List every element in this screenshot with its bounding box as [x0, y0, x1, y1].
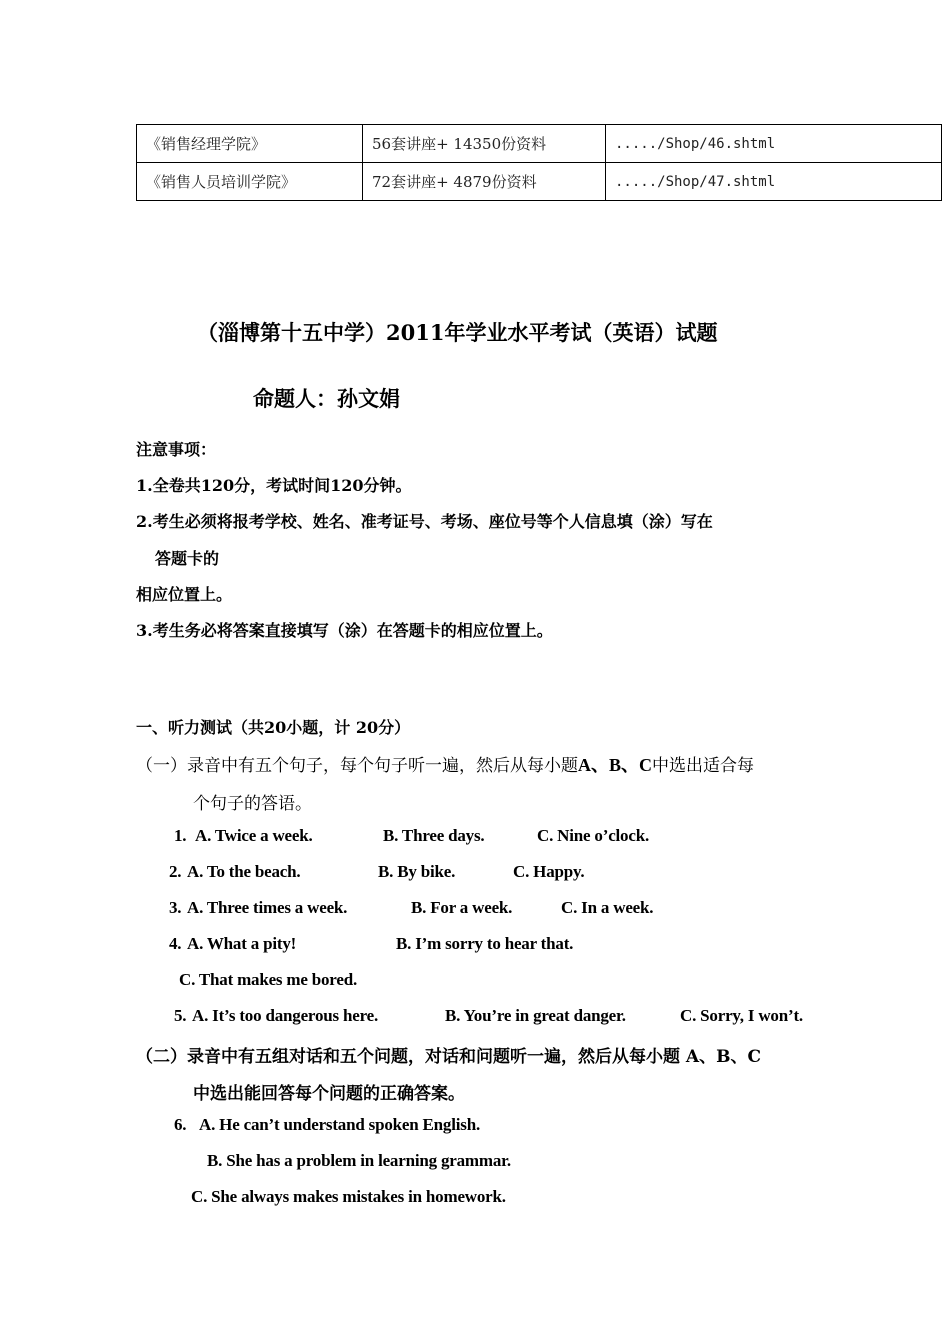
part1-instruction: [136, 751, 754, 777]
exam-title: （淄博第十五中学）2011年学业水平考试（英语）试题: [197, 320, 718, 345]
option-b: B. You’re in great danger.: [445, 1006, 626, 1025]
course-link-cell[interactable]: ...../Shop/47.shtml: [606, 163, 942, 201]
part2-instruction-line2: 中选出能回答每个问题的正确答案。: [193, 1084, 465, 1104]
note-item: 2.考生必须将报考学校、姓名、准考证号、考场、座位号等个人信息填（涂）写在: [136, 512, 713, 531]
note-item: 答题卡的: [155, 549, 220, 568]
question-number: 6.: [174, 1115, 187, 1134]
option-a: A. Twice a week.: [195, 826, 313, 845]
notes-heading: 注意事项：: [136, 440, 217, 459]
section-heading: 一、听力测试（共20小题，计 20分）: [136, 718, 411, 737]
part1-instruction-text: （一）录音中有五个句子，每个句子听一遍，然后从每小题: [136, 756, 578, 776]
part1-instruction-letters: A、B、C: [578, 755, 653, 775]
note-item: 1.全卷共120分，考试时间120分钟。: [136, 476, 412, 495]
exam-author: 命题人：孙文娟: [253, 386, 400, 411]
option-a: A. What a pity!: [187, 934, 297, 953]
option-c: C. Happy.: [513, 862, 585, 881]
option-c: C. Sorry, I won’t.: [680, 1006, 803, 1025]
option-a: A. He can’t understand spoken English.: [199, 1115, 480, 1134]
option-c: C. In a week.: [561, 898, 654, 917]
course-name-cell: 《销售人员培训学院》: [137, 163, 363, 201]
question-number: 5.: [174, 1006, 187, 1025]
course-link-cell[interactable]: ...../Shop/46.shtml: [606, 125, 942, 163]
option-a: A. It’s too dangerous here.: [192, 1006, 379, 1025]
question-number: 4.: [169, 934, 182, 953]
note-item: 相应位置上。: [136, 585, 233, 604]
question-number: 3.: [169, 898, 182, 917]
table-row: [137, 163, 942, 201]
option-b: B. I’m sorry to hear that.: [396, 934, 574, 953]
table-row: [137, 125, 942, 163]
part1-instruction-text-end: 中选出适合每: [652, 756, 755, 776]
note-item: 3.考生务必将答案直接填写（涂）在答题卡的相应位置上。: [136, 621, 553, 640]
course-name-cell: 《销售经理学院》: [137, 125, 363, 163]
option-b: B. By bike.: [378, 862, 456, 881]
question-number: 1.: [174, 826, 187, 845]
catalog-table: [136, 124, 942, 201]
course-content-cell: 72套讲座+ 4879份资料: [363, 163, 606, 201]
part1-instruction-line2: 个句子的答语。: [193, 794, 312, 814]
option-b: B. Three days.: [383, 826, 485, 845]
option-a: A. To the beach.: [187, 862, 301, 881]
option-c: C. That makes me bored.: [179, 970, 358, 989]
question-number: 2.: [169, 862, 182, 881]
course-content-cell: 56套讲座+ 14350份资料: [363, 125, 606, 163]
option-c: C. She always makes mistakes in homework.: [191, 1187, 506, 1206]
option-a: A. Three times a week.: [187, 898, 348, 917]
option-b: B. She has a problem in learning grammar.: [207, 1151, 511, 1170]
part2-instruction: （二）录音中有五组对话和五个问题，对话和问题听一遍，然后从每小题 A、B、C: [136, 1047, 762, 1067]
option-b: B. For a week.: [411, 898, 513, 917]
option-c: C. Nine o’clock.: [537, 826, 650, 845]
